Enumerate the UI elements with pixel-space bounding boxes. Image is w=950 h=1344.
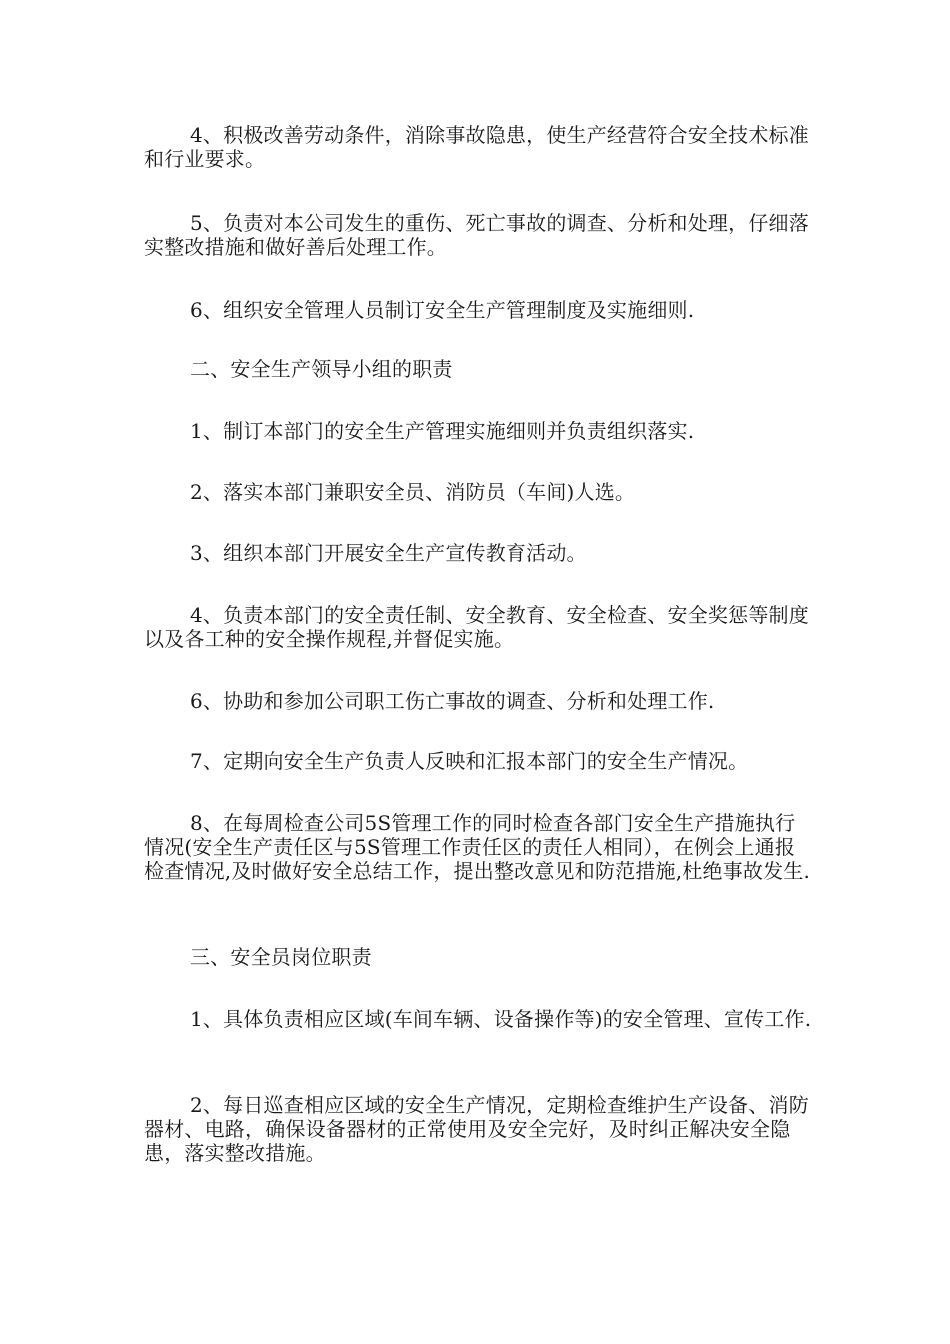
paragraph-item-2-daily-patrol: 2、每日巡查相应区域的安全生产情况，定期检查维护生产设备、消防器材、电路，确保设备器材的正常使用及安全完好，及时纠正解决安全隐患，落实整改措施。 <box>144 1093 809 1165</box>
section-heading-leadership-group: 二、安全生产领导小组的职责 <box>190 357 453 381</box>
paragraph-item-6-management-rules: 6、组织安全管理人员制订安全生产管理制度及实施细则. <box>190 298 695 322</box>
paragraph-item-2-safety-officers: 2、落实本部门兼职安全员、消防员（车间)人选。 <box>190 480 636 504</box>
paragraph-item-8-weekly-inspection: 8、在每周检查公司5S管理工作的同时检查各部门安全生产措施执行情况(安全生产责任区与5S管理工作责任区的责任人相同），在例会上通报检查情况,及时做好安全总结工作，提出整改意见和防范措施,杜绝事故发生. <box>144 811 811 883</box>
paragraph-item-4-labor-conditions: 4、积极改善劳动条件，消除事故隐患，使生产经营符合安全技术标准和行业要求。 <box>144 123 809 171</box>
paragraph-item-1-dept-rules: 1、制订本部门的安全生产管理实施细则并负责组织落实. <box>190 419 695 443</box>
paragraph-item-3-education: 3、组织本部门开展安全生产宣传教育活动。 <box>190 541 587 565</box>
paragraph-item-1-area-management: 1、具体负责相应区域(车间车辆、设备操作等)的安全管理、宣传工作. <box>190 1007 812 1031</box>
paragraph-item-4-responsibility-system: 4、负责本部门的安全责任制、安全教育、安全检查、安全奖惩等制度以及各工种的安全操作规程,并督促实施。 <box>144 603 809 651</box>
section-heading-safety-officer-duties: 三、安全员岗位职责 <box>190 945 372 969</box>
paragraph-item-5-accident-investigation: 5、负责对本公司发生的重伤、死亡事故的调查、分析和处理，仔细落实整改措施和做好善后处理工作。 <box>144 211 809 259</box>
paragraph-item-7-reporting: 7、定期向安全生产负责人反映和汇报本部门的安全生产情况。 <box>190 749 749 773</box>
paragraph-item-6-casualty-investigation: 6、协助和参加公司职工伤亡事故的调查、分析和处理工作. <box>190 689 715 713</box>
